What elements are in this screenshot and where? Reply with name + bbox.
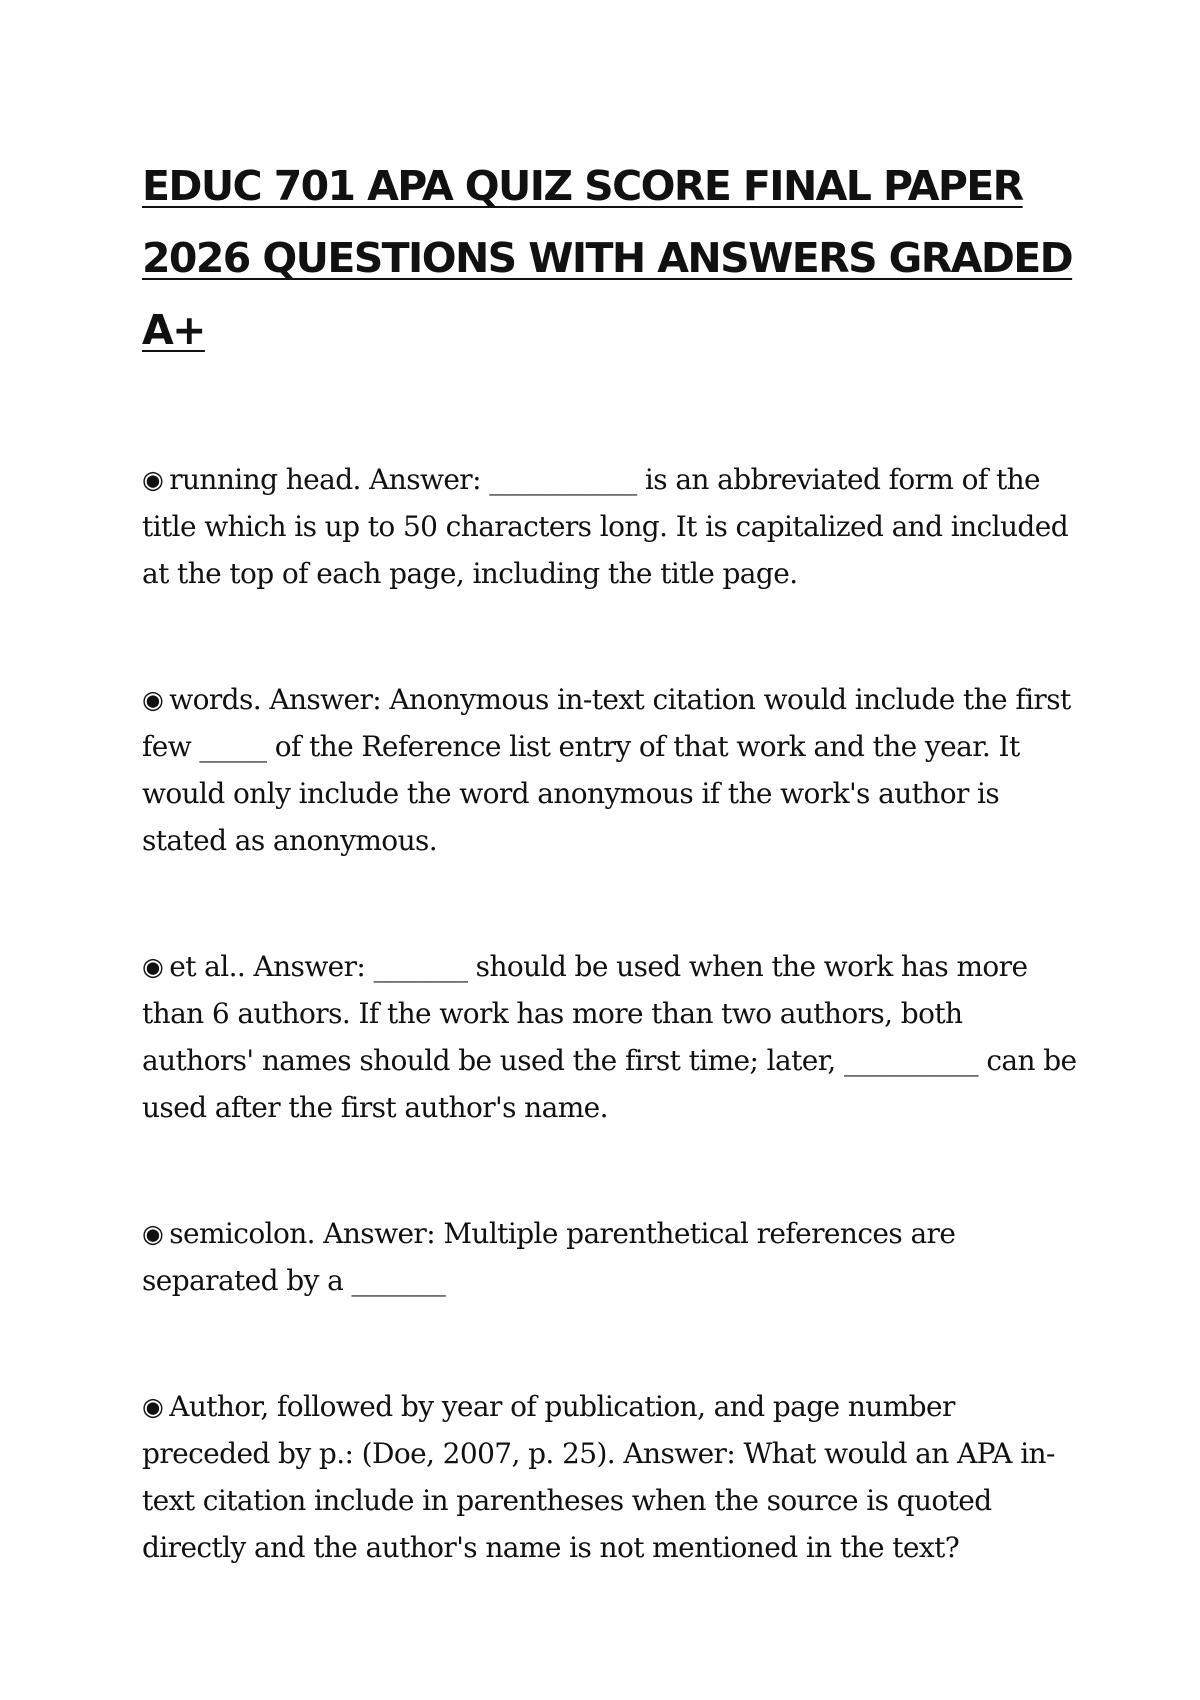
qa-text: semicolon. Answer: Multiple parenthetical references are separated by a _______ <box>142 1217 956 1297</box>
qa-item-4 <box>142 1210 1082 1304</box>
bullet-icon: ◉ <box>142 1219 164 1248</box>
qa-text: running head. Answer: ___________ is an abbreviated form of the title which is up to 50 characters long. It is capitalized and included at the top of each page, including the title page. <box>142 463 1069 590</box>
bullet-icon: ◉ <box>142 685 164 714</box>
qa-text: words. Answer: Anonymous in-text citation would include the first few _____ of the Reference list entry of that work and the year. It would only include the word anonymous if the work's author is stated as anonymous. <box>142 683 1071 857</box>
bullet-icon: ◉ <box>142 952 164 981</box>
qa-text: Author, followed by year of publication, and page number preceded by p.: (Doe, 2007, p. 25). Answer: What would an APA in-text citation include in parentheses when the source is quoted directly and the author's name is not mentioned in the text? <box>142 1390 1055 1564</box>
qa-item-2 <box>142 676 1082 864</box>
qa-item-1 <box>142 456 1082 597</box>
document-title: EDUC 701 APA QUIZ SCORE FINAL PAPER 2026 QUESTIONS WITH ANSWERS GRADED A+ <box>142 162 1073 354</box>
bullet-icon: ◉ <box>142 465 164 494</box>
qa-list <box>142 456 1077 1571</box>
qa-text: et al.. Answer: _______ should be used when the work has more than 6 authors. If the work has more than two authors, both authors' names should be used the first time; later, __________ can be used after the first author's name. <box>142 950 1077 1124</box>
bullet-icon: ◉ <box>142 1392 164 1421</box>
qa-item-3 <box>142 943 1082 1131</box>
qa-item-5 <box>142 1383 1082 1571</box>
